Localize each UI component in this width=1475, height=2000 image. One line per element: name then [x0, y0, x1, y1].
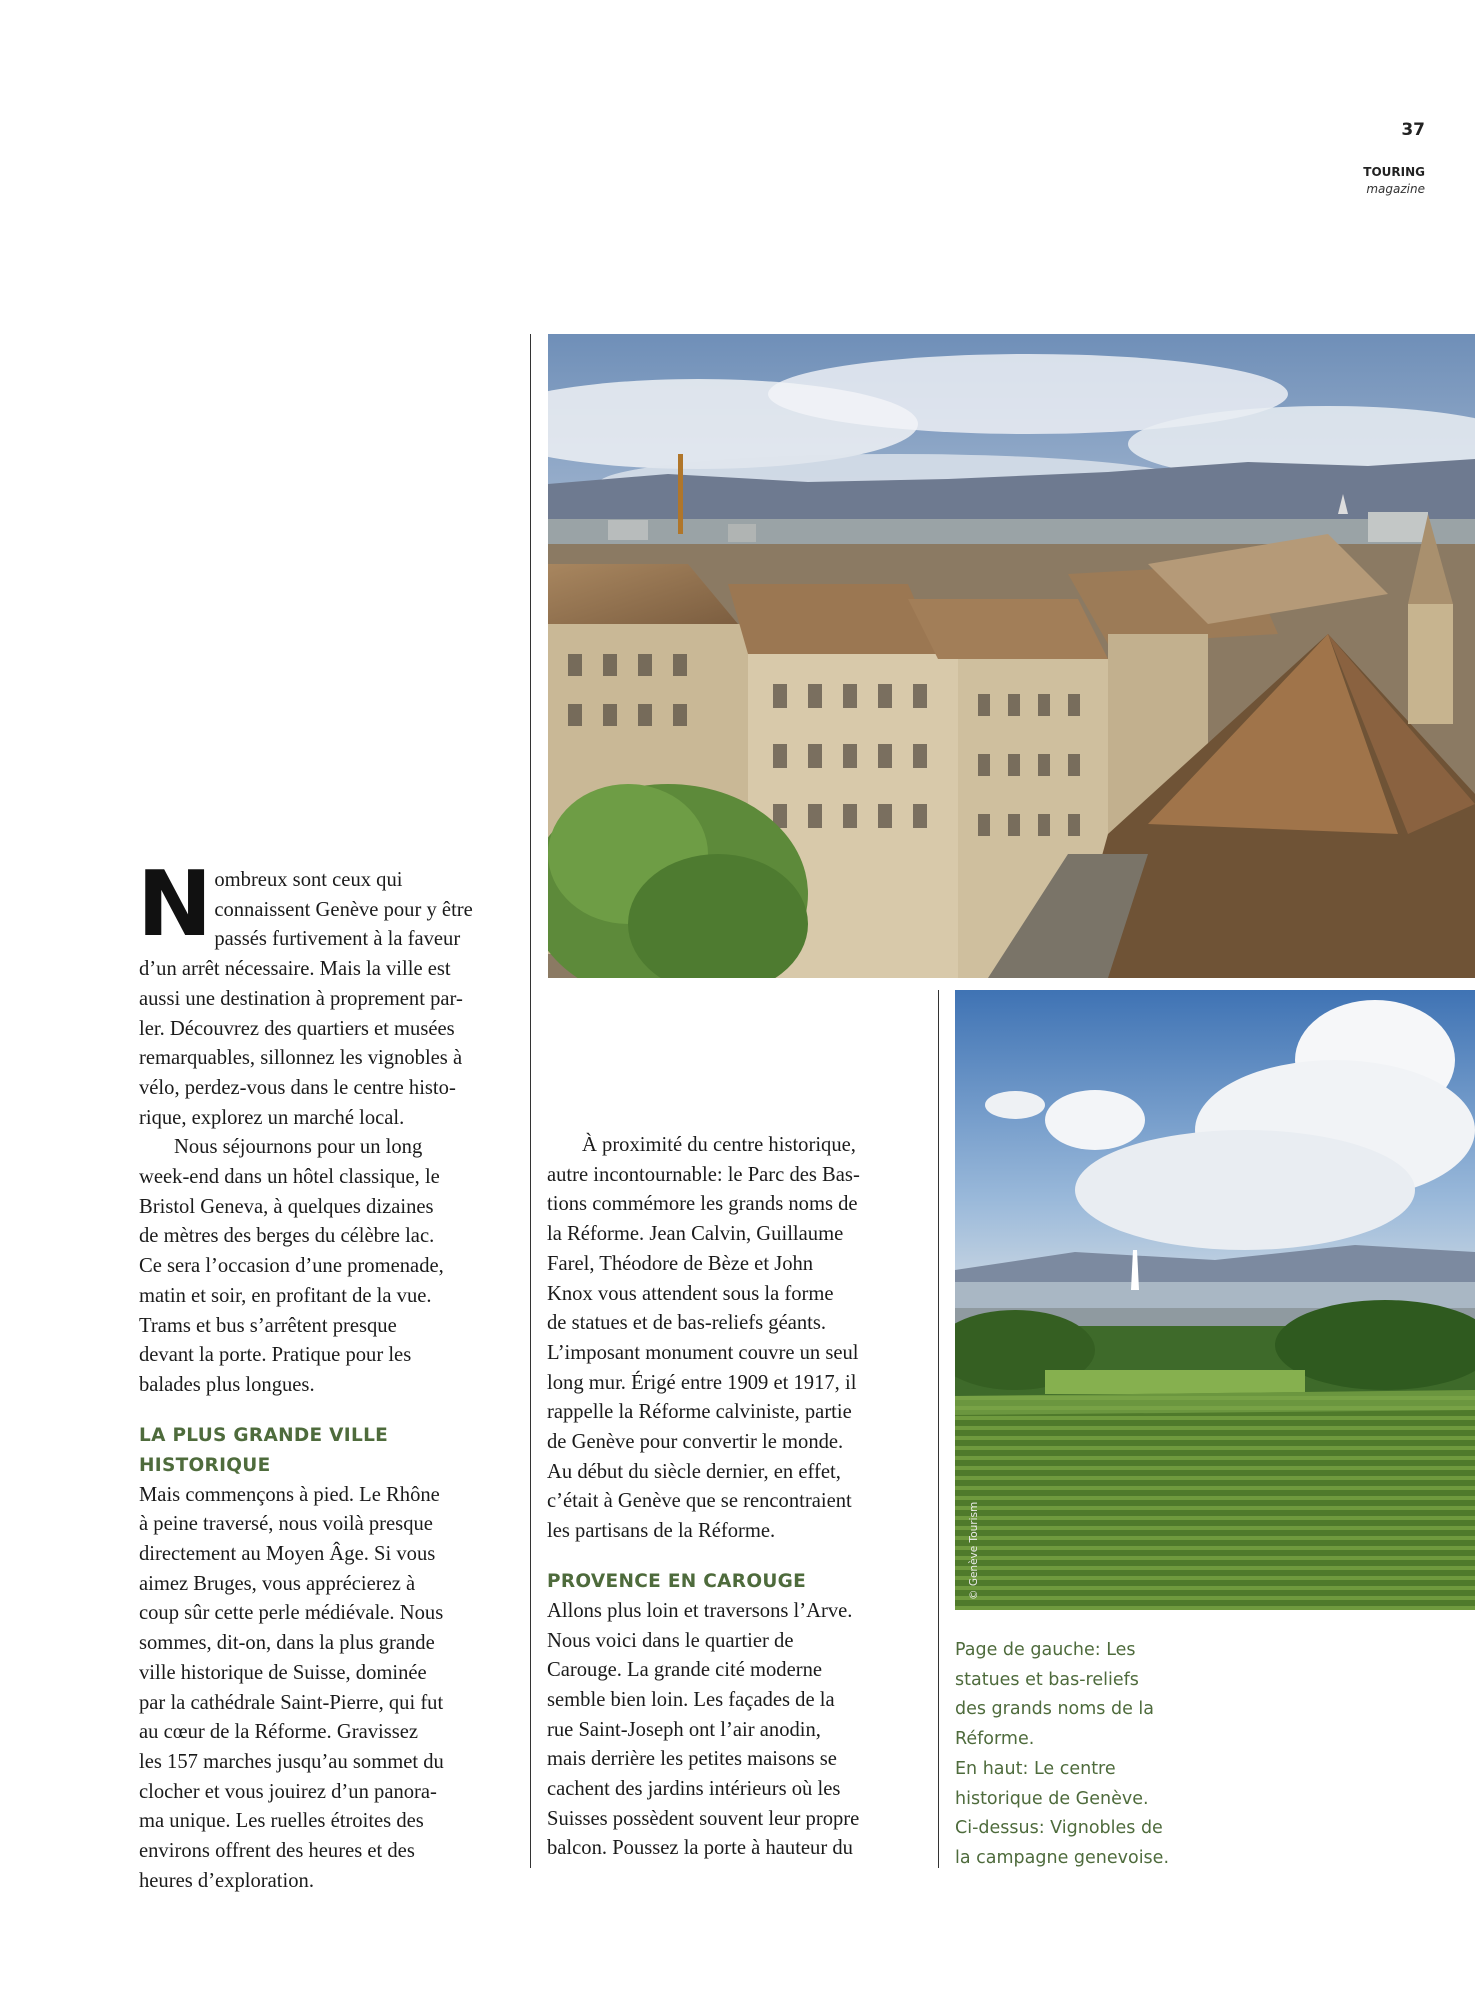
text-line: ma unique. Les ruelles étroites des	[139, 1810, 424, 1833]
text-line: ombreux sont ceux qui	[214, 869, 403, 891]
text-line: Knox vous attendent sous la forme	[547, 1282, 834, 1305]
text-line: de mètres des berges du célèbre lac.	[139, 1225, 435, 1248]
text-line: long mur. Érigé entre 1909 et 1917, il	[547, 1371, 857, 1394]
text-line: Allons plus loin et traversons l’Arve.	[547, 1599, 853, 1622]
text-line: les partisans de la Réforme.	[547, 1520, 776, 1543]
text-line: environs offrent des heures et des	[139, 1840, 415, 1863]
vineyard-illustration	[955, 990, 1475, 1610]
text-line: À proximité du centre historique,	[582, 1134, 856, 1156]
article-column-2	[547, 1131, 923, 1864]
vineyard-photo	[955, 990, 1475, 1610]
text-line: vélo, perdez-vous dans le centre histo-	[139, 1076, 456, 1099]
historic-paragraph	[139, 1481, 507, 1897]
text-line: rue Saint-Joseph ont l’air anodin,	[547, 1718, 821, 1741]
text-line: week-end dans un hôtel classique, le	[139, 1166, 440, 1189]
text-line: balcon. Poussez la porte à hauteur du	[547, 1837, 853, 1860]
text-line: mais derrière les petites maisons se	[547, 1748, 837, 1771]
caption-line: Page de gauche: Les	[955, 1640, 1136, 1660]
page-number: 37	[1401, 120, 1425, 140]
text-line: clocher et vous jouirez d’un panora-	[139, 1780, 437, 1803]
article-column-1	[137, 852, 507, 1897]
intro-paragraph	[137, 852, 507, 1133]
text-line: connaissent Genève pour y être	[214, 898, 473, 921]
text-line: heures d’exploration.	[139, 1869, 314, 1892]
text-line: L’imposant monument couvre un seul	[547, 1341, 859, 1364]
photo-caption	[955, 1636, 1215, 1874]
text-line: aussi une destination à proprement par-	[139, 987, 463, 1010]
text-line: passés furtivement à la faveur	[214, 928, 461, 951]
geneva-old-town-illustration	[548, 334, 1475, 978]
text-line: tions commémore les grands noms de	[547, 1193, 858, 1216]
text-line: d’un arrêt nécessaire. Mais la ville est	[139, 958, 451, 981]
text-line: Nous séjournons pour un long	[174, 1136, 423, 1159]
caption-line: En haut: Le centre	[955, 1758, 1116, 1779]
text-line: les 157 marches jusqu’au sommet du	[139, 1750, 444, 1773]
text-line: sommes, dit-on, dans la plus grande	[139, 1632, 435, 1655]
text-line: rappelle la Réforme calviniste, partie	[547, 1401, 852, 1424]
photo-credit: © Genève Tourism	[968, 1501, 980, 1600]
text-line: autre incontournable: le Parc des Bas-	[547, 1163, 860, 1186]
text-line: devant la porte. Pratique pour les	[139, 1344, 412, 1367]
text-line: Au début du siècle dernier, en effet,	[547, 1460, 841, 1483]
caption-line: Ci-dessus: Vignobles de	[955, 1818, 1163, 1839]
text-line: Farel, Théodore de Bèze et John	[547, 1252, 814, 1275]
geneva-old-town-photo	[548, 334, 1475, 978]
text-line: Trams et bus s’arrêtent presque	[139, 1314, 397, 1337]
hotel-paragraph	[139, 1133, 507, 1400]
brand-title: TOURING	[1363, 165, 1425, 179]
text-line: matin et soir, en profitant de la vue.	[139, 1284, 432, 1307]
text-line: Carouge. La grande cité moderne	[547, 1659, 823, 1682]
brand-subtitle: magazine	[1366, 182, 1425, 196]
text-line: au cœur de la Réforme. Gravissez	[139, 1721, 419, 1744]
text-line: Nous voici dans le quartier de	[547, 1629, 794, 1652]
text-line: Ce sera l’occasion d’une promenade,	[139, 1255, 444, 1278]
text-line: de statues et de bas-reliefs géants.	[547, 1312, 827, 1335]
text-line: Bristol Geneva, à quelques dizaines	[139, 1195, 434, 1218]
text-line: Suisses possèdent souvent leur propre	[547, 1807, 860, 1830]
caption-line: des grands noms de la	[955, 1699, 1155, 1720]
text-line: ville historique de Suisse, dominée	[139, 1661, 427, 1684]
text-line: aimez Bruges, vous apprécierez à	[139, 1572, 416, 1595]
text-line: semble bien loin. Les façades de la	[547, 1688, 835, 1711]
text-line: par la cathédrale Saint-Pierre, qui fut	[139, 1691, 444, 1714]
text-line: rique, explorez un marché local.	[139, 1106, 405, 1129]
text-line: de Genève pour convertir le monde.	[547, 1431, 844, 1454]
column-divider	[938, 990, 939, 1868]
section-heading: PROVENCE EN CAROUGE	[547, 1570, 807, 1592]
caption-line: statues et bas-reliefs	[955, 1669, 1139, 1690]
caption-line: historique de Genève.	[955, 1788, 1149, 1809]
text-line: remarquables, sillonnez les vignobles à	[139, 1047, 463, 1070]
magazine-brand	[1363, 164, 1425, 198]
carouge-paragraph	[547, 1597, 923, 1864]
text-line: ler. Découvrez des quartiers et musées	[139, 1017, 455, 1040]
text-line: à peine traversé, nous voilà presque	[139, 1513, 433, 1536]
text-line: la Réforme. Jean Calvin, Guillaume	[547, 1223, 844, 1246]
text-line: cachent des jardins intérieurs où les	[547, 1778, 841, 1801]
text-line: Mais commençons à pied. Le Rhône	[139, 1483, 440, 1506]
caption-line: Réforme.	[955, 1729, 1035, 1750]
caption-line: la campagne genevoise.	[955, 1847, 1170, 1868]
column-divider	[530, 334, 531, 1868]
bastions-paragraph	[547, 1131, 923, 1547]
text-line: balades plus longues.	[139, 1373, 315, 1396]
drop-cap: N	[137, 852, 211, 957]
text-line: directement au Moyen Âge. Si vous	[139, 1543, 436, 1566]
text-line: coup sûr cette perle médiévale. Nous	[139, 1602, 444, 1625]
section-heading: LA PLUS GRANDE VILLE HISTORIQUE	[139, 1424, 389, 1476]
text-line: c’était à Genève que se rencontraient	[547, 1490, 852, 1513]
